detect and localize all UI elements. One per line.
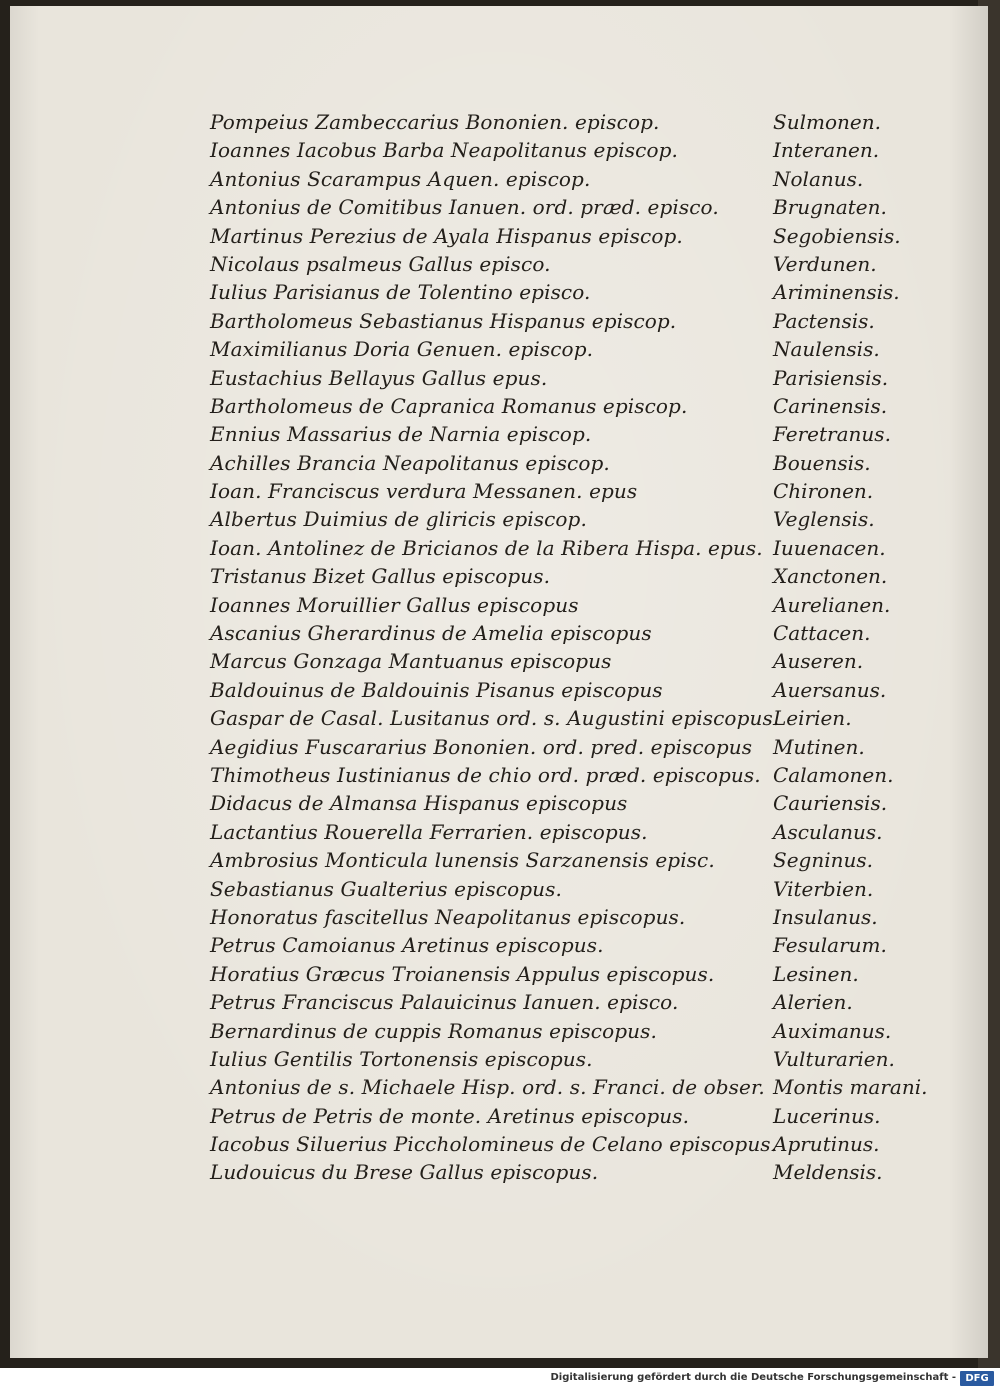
list-item (210, 1104, 920, 1132)
list-item (210, 877, 920, 905)
diocese-name: Carinensis. (773, 393, 888, 418)
bishop-name: Nicolaus psalmeus Gallus episco. (210, 251, 551, 276)
diocese-name: Lucerinus. (773, 1103, 881, 1128)
bishop-name: Petrus Franciscus Palauicinus Ianuen. episco. (210, 990, 679, 1015)
list-item (210, 735, 920, 763)
bishop-name: Ennius Massarius de Narnia episcop. (210, 422, 592, 447)
list-item (210, 848, 920, 876)
list-item (210, 451, 920, 479)
bishop-name: Ioan. Antolinez de Bricianos de la Ribera Hispa. epus. (210, 535, 763, 560)
bishop-name: Maximilianus Doria Genuen. episcop. (210, 337, 594, 362)
list-item (210, 195, 920, 223)
diocese-name: Bouensis. (773, 450, 871, 475)
diocese-name: Aprutinus. (773, 1132, 880, 1157)
list-item (210, 422, 920, 450)
diocese-name: Mutinen. (773, 734, 865, 759)
diocese-name: Lesinen. (773, 961, 859, 986)
list-item (210, 366, 920, 394)
diocese-name: Veglensis. (773, 507, 875, 532)
list-item (210, 990, 920, 1018)
bishop-name: Bartholomeus de Capranica Romanus episcop. (210, 393, 688, 418)
bishop-name: Albertus Duimius de gliricis episcop. (210, 507, 587, 532)
bishop-name: Antonius de Comitibus Ianuen. ord. præd. episco. (210, 195, 719, 220)
bishop-name: Petrus Camoianus Aretinus episcopus. (210, 933, 604, 958)
diocese-name: Naulensis. (773, 337, 880, 362)
list-item (210, 252, 920, 280)
diocese-name: Calamonen. (773, 762, 894, 787)
diocese-name: Cauriensis. (773, 791, 888, 816)
bishop-name: Bernardinus de cuppis Romanus episcopus. (210, 1018, 657, 1043)
bishop-name: Ioan. Franciscus verdura Messanen. epus (210, 479, 638, 504)
bishop-name: Ascanius Gherardinus de Amelia episcopus (210, 621, 652, 646)
diocese-name: Cattacen. (773, 621, 871, 646)
diocese-name: Segninus. (773, 848, 873, 873)
bishop-name: Bartholomeus Sebastianus Hispanus episcop. (210, 308, 677, 333)
list-item (210, 280, 920, 308)
bishop-name: Petrus de Petris de monte. Aretinus episcopus. (210, 1103, 690, 1128)
bishop-name: Martinus Perezius de Ayala Hispanus episcop. (210, 223, 683, 248)
list-item (210, 479, 920, 507)
diocese-name: Asculanus. (773, 819, 883, 844)
list-item (210, 962, 920, 990)
list-item (210, 138, 920, 166)
bishop-name: Ioannes Moruillier Gallus episcopus (210, 592, 579, 617)
list-item (210, 791, 920, 819)
diocese-name: Meldensis. (773, 1160, 883, 1185)
list-item (210, 564, 920, 592)
funding-notice: Digitalisierung gefördert durch die Deutsche Forschungsgemeinschaft - (550, 1372, 956, 1383)
diocese-name: Iuuenacen. (773, 535, 886, 560)
list-item (210, 933, 920, 961)
diocese-name: Nolanus. (773, 166, 864, 191)
list-item (210, 309, 920, 337)
bishop-name: Baldouinus de Baldouinis Pisanus episcopus (210, 677, 663, 702)
bishop-name: Thimotheus Iustinianus de chio ord. præd. episcopus. (210, 762, 761, 787)
bishop-name: Marcus Gonzaga Mantuanus episcopus (210, 649, 612, 674)
diocese-name: Auximanus. (773, 1018, 892, 1043)
bishop-list (210, 110, 928, 1189)
diocese-name: Verdunen. (773, 251, 877, 276)
diocese-name: Chironen. (773, 479, 874, 504)
bishop-name: Iacobus Siluerius Piccholomineus de Celano episcopus. (210, 1132, 778, 1157)
list-item (210, 763, 920, 791)
bishop-name: Honoratus fascitellus Neapolitanus episcopus. (210, 904, 686, 929)
list-item (210, 1047, 920, 1075)
bishop-name: Gaspar de Casal. Lusitanus ord. s. Augustini episcopus. (210, 706, 780, 731)
list-item (210, 1160, 920, 1188)
list-item (210, 593, 920, 621)
list-item (210, 649, 920, 677)
list-item (210, 1019, 920, 1047)
list-item (210, 536, 920, 564)
list-item (210, 224, 920, 252)
list-item (210, 706, 920, 734)
dfg-logo-icon: DFG (960, 1371, 994, 1386)
bishop-name: Iulius Gentilis Tortonensis episcopus. (210, 1046, 593, 1071)
diocese-name: Segobiensis. (773, 223, 901, 248)
bishop-name: Sebastianus Gualterius episcopus. (210, 876, 562, 901)
bishop-name: Iulius Parisianus de Tolentino episco. (210, 280, 591, 305)
list-item (210, 905, 920, 933)
diocese-name: Parisiensis. (773, 365, 889, 390)
diocese-name: Feretranus. (773, 422, 891, 447)
bishop-name: Ludouicus du Brese Gallus episcopus. (210, 1160, 599, 1185)
diocese-name: Auseren. (773, 649, 864, 674)
bishop-name: Ambrosius Monticula lunensis Sarzanensis episc. (210, 848, 715, 873)
bishop-name: Achilles Brancia Neapolitanus episcop. (210, 450, 610, 475)
list-item (210, 110, 920, 138)
book-page (10, 6, 988, 1358)
diocese-name: Auersanus. (773, 677, 887, 702)
diocese-name: Viterbien. (773, 876, 874, 901)
bishop-name: Antonius Scarampus Aquen. episcop. (210, 166, 591, 191)
list-item (210, 337, 920, 365)
diocese-name: Vulturarien. (773, 1046, 895, 1071)
diocese-name: Leirien. (773, 706, 852, 731)
list-item (210, 507, 920, 535)
bishop-name: Tristanus Bizet Gallus episcopus. (210, 564, 551, 589)
bishop-name: Pompeius Zambeccarius Bononien. episcop. (210, 110, 660, 134)
diocese-name: Interanen. (773, 138, 880, 163)
bishop-name: Aegidius Fuscararius Bononien. ord. pred. episcopus (210, 734, 753, 759)
bishop-name: Didacus de Almansa Hispanus episcopus (210, 791, 628, 816)
diocese-name: Pactensis. (773, 308, 875, 333)
bishop-name: Horatius Græcus Troianensis Appulus episcopus. (210, 961, 715, 986)
diocese-name: Brugnaten. (773, 195, 887, 220)
bishop-name: Lactantius Rouerella Ferrarien. episcopus. (210, 819, 648, 844)
list-item (210, 167, 920, 195)
digitization-footer (0, 1368, 1000, 1390)
diocese-name: Sulmonen. (773, 110, 881, 134)
list-item (210, 1075, 928, 1103)
diocese-name: Insulanus. (773, 904, 878, 929)
bishop-name: Eustachius Bellayus Gallus epus. (210, 365, 548, 390)
bishop-name: Ioannes Iacobus Barba Neapolitanus episcop. (210, 138, 678, 163)
list-item (210, 820, 920, 848)
diocese-name: Alerien. (773, 990, 853, 1015)
bishop-name: Antonius de s. Michaele Hisp. ord. s. Franci. de obser. (210, 1075, 765, 1100)
list-item (210, 394, 920, 422)
diocese-name: Ariminensis. (773, 280, 900, 305)
list-item (210, 1132, 920, 1160)
diocese-name: Aurelianen. (773, 592, 891, 617)
list-item (210, 621, 920, 649)
diocese-name: Montis marani. (773, 1075, 928, 1100)
diocese-name: Xanctonen. (773, 564, 888, 589)
list-item (210, 678, 920, 706)
diocese-name: Fesularum. (773, 933, 887, 958)
